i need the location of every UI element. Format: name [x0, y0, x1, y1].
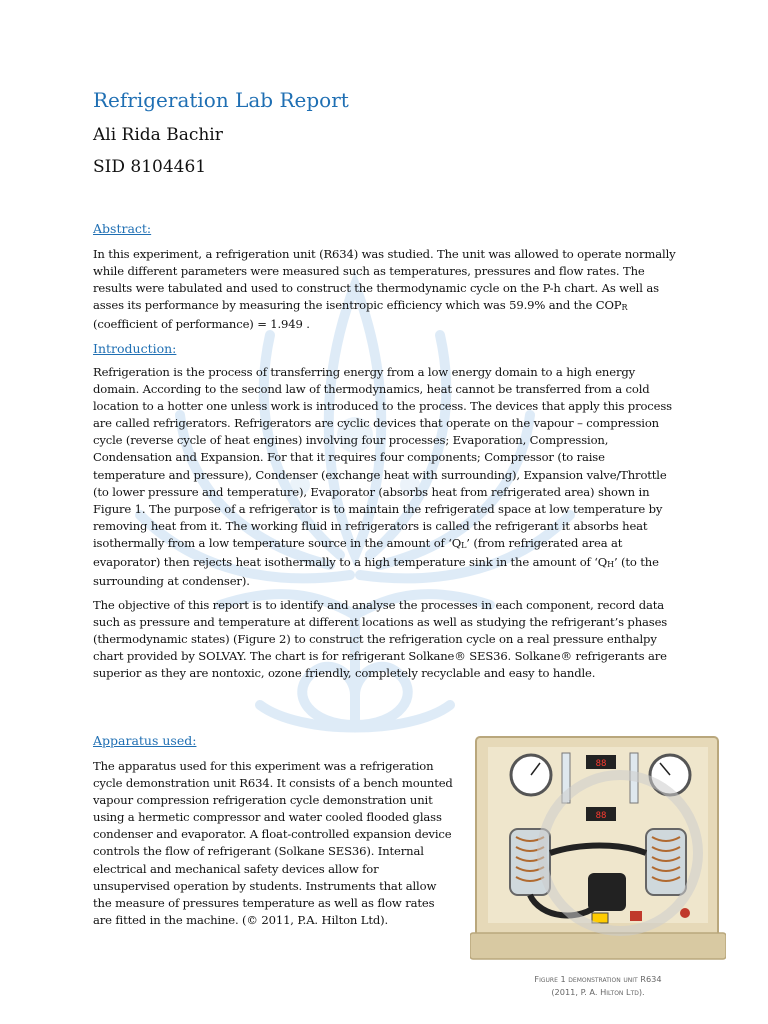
intro-part-1: Refrigeration is the process of transferring energy from a low energy domain to a high energy domain. According to the second law of thermodynamics, heat cannot be transferred from a cold location to a hotter one unless work is introduced to the process. The devices that apply this process are called refrigerators. Refrigerators are cyclic devices that operate on the vapour – compression cycle (reverse cycle of heat engines) involving four processes; Evaporation, Compression, Condensation and Expansion. For that it requires four components; Compressor (to raise temperature and pressure), Condenser (exchange heat with surrounding), Expansion valve/Throttle (to lower pressure and temperature), Evaporator (absorbs heat from refrigerated area) shown in Figure 1. The purpose of a refrigerator is to maintain the refrigerated space at low temperature by removing heat from it. The working fluid in refrigerators is called the refrigerant it absorbs heat isothermally from a low temperature source in the amount of ‘Q	[93, 365, 672, 550]
abstract-text-before: In this experiment, a refrigeration unit (R634) was studied. The unit was allowed to operate normally while different parameters were measured such as temperatures, pressures and flow rates. The results were tabulated and used to construct the thermodynamic cycle on the P-h chart. As well as asses its performance by measuring the isentropic efficiency which was 59.9% and the COP	[93, 247, 676, 313]
figure-caption-line-2: (2011, P. A. Hilton Ltd).	[551, 987, 645, 997]
cop-subscript: R	[621, 303, 628, 313]
student-id: SID 8104461	[93, 157, 207, 177]
demonstration-unit-photo	[470, 733, 726, 965]
introduction-paragraph-2: The objective of this report is to identify and analyse the processes in each component, record data such as pressure and temperature at different locations as well as studying the refrigerant’s phases (thermodynamic states) (Figure 2) to construct the refrigeration cycle on a real pressure enthalpy chart provided by SOLVAY. The chart is for refrigerant Solkane® SES36. Solkane® refrigerants are superior as they are nontoxic, ozone friendly, completely recyclable and easy to handle.	[93, 598, 668, 681]
introduction-paragraph-1	[93, 364, 678, 590]
apparatus-heading: Apparatus used:	[93, 733, 197, 748]
page-title: Refrigeration Lab Report	[93, 88, 349, 112]
figure-caption	[470, 973, 726, 999]
intro-part-3: ’ (to the surrounding at condenser).	[93, 555, 659, 589]
apparatus-text: The apparatus used for this experiment was a refrigeration cycle demonstration unit R634. It consists of a bench mounted vapour compression refrigeration cycle demonstration unit using a hermetic compressor and water cooled flooded glass condenser and evaporator. A float-controlled expansion device controls the flow of refrigerant (Solkane SES36). Internal electrical and mechanical safety devices allow for unsupervised operation by students. Instruments that allow the measure of pressures temperature as well as flow rates are fitted in the machine. (© 2011, P.A. Hilton Ltd).	[93, 759, 453, 927]
figure-caption-line-1: Figure 1 demonstration unit R634	[534, 974, 662, 984]
intro-part-2: ’ (from refrigerated area at evaporator) then rejects heat isothermally to a high temperature sink in the amount of ‘Q	[93, 535, 623, 570]
abstract-text-after: (coefficient of performance) = 1.949 .	[93, 317, 310, 332]
svg-text:88: 88	[595, 759, 607, 769]
abstract-text	[93, 246, 678, 333]
abstract-heading: Abstract:	[93, 221, 152, 236]
svg-text:88: 88	[595, 811, 607, 821]
ql-subscript: L	[461, 540, 467, 550]
author-name: Ali Rida Bachir	[93, 125, 223, 145]
introduction-heading: Introduction:	[93, 341, 177, 356]
qh-subscript: H	[607, 560, 614, 570]
